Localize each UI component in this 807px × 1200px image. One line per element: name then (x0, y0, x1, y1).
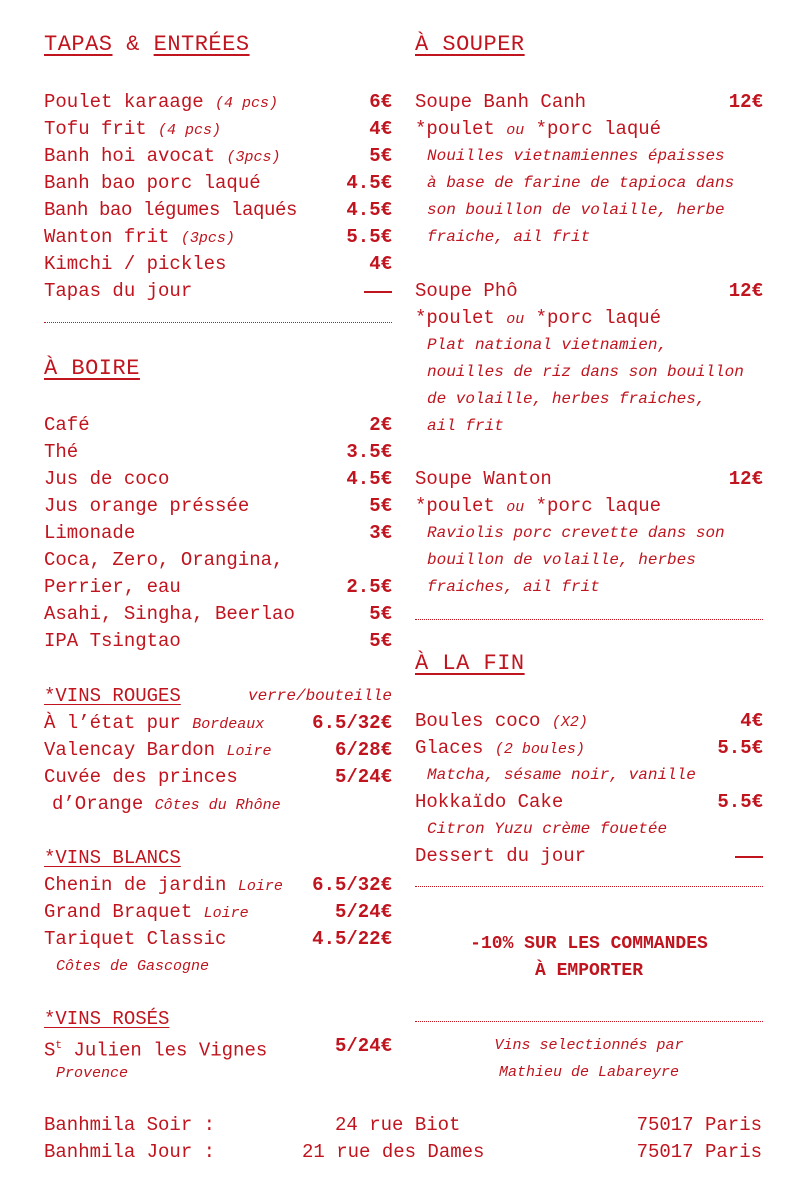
menu-item: Coca, Zero, Orangina, (44, 549, 284, 571)
menu-item: Cuvée des princes 5/24€ (44, 766, 392, 788)
menu-item: Jus de coco 4.5€ (44, 468, 392, 490)
dotted-divider (415, 886, 763, 887)
menu-item: Soupe Banh Canh 12€ (415, 91, 763, 113)
menu-item: Banh hoi avocat (3pcs) 5€ (44, 145, 392, 167)
menu-item-options: *poulet ou *porc laque (415, 495, 662, 517)
menu-item: IPA Tsingtao 5€ (44, 630, 392, 652)
item-description: Plat national vietnamien, (427, 336, 668, 354)
wine-credit: Vins selectionnés par (494, 1037, 684, 1054)
menu-item: Dessert du jour (415, 843, 763, 870)
section-title-vins-roses: *VINS ROSÉS (44, 1008, 170, 1030)
dotted-divider (415, 619, 763, 620)
menu-item: À l’état pur Bordeaux 6.5/32€ (44, 712, 392, 734)
item-description: Raviolis porc crevette dans son (427, 524, 725, 542)
item-description: de volaille, herbes fraiches, (427, 390, 706, 408)
menu-item: Tofu frit (4 pcs) 4€ (44, 118, 392, 140)
dash-icon (735, 856, 763, 858)
section-title-fin: À LA FIN (415, 651, 525, 676)
promo-line: À EMPORTER (534, 961, 644, 981)
wine-credit: Mathieu de Labareyre (498, 1064, 680, 1081)
menu-item: Boules coco (X2) 4€ (415, 710, 763, 732)
menu-item: Café 2€ (44, 414, 392, 436)
item-description: Citron Yuzu crème fouetée (427, 820, 668, 838)
item-description: Nouilles vietnamiennes épaisses (427, 147, 725, 165)
section-title-boire: À BOIRE (44, 356, 140, 381)
menu-item: Kimchi / pickles 4€ (44, 253, 392, 275)
menu-item: Chenin de jardin Loire 6.5/32€ (44, 874, 392, 896)
menu-item-options: *poulet ou *porc laqué (415, 118, 662, 140)
item-description: nouilles de riz dans son bouillon (427, 363, 744, 381)
menu-item: Asahi, Singha, Beerlao 5€ (44, 603, 392, 625)
menu-item: Glaces (2 boules) 5.5€ (415, 737, 763, 759)
menu-item: Tariquet Classic 4.5/22€ (44, 928, 392, 950)
menu-item: Tapas du jour (44, 278, 392, 305)
menu-item: Banh bao porc laqué 4.5€ (44, 172, 392, 194)
item-description: ail frit (427, 417, 504, 435)
item-description: fraiches, ail frit (427, 578, 600, 596)
section-title-souper: À SOUPER (415, 32, 525, 57)
section-title-vins-blancs: *VINS BLANCS (44, 847, 181, 869)
menu-item: Soupe Phô 12€ (415, 280, 763, 302)
menu-item: d’Orange Côtes du Rhône (52, 793, 281, 815)
item-description: son bouillon de volaille, herbe (427, 201, 725, 219)
menu-item: Provence (56, 1065, 129, 1082)
footer-address: Banhmila Jour : 21 rue des Dames 75017 Paris (44, 1141, 762, 1163)
menu-item: Jus orange préssée 5€ (44, 495, 392, 517)
menu-item: Soupe Wanton 12€ (415, 468, 763, 490)
menu-item-options: *poulet ou *porc laqué (415, 307, 662, 329)
menu-item: Banh bao légumes laqués 4.5€ (44, 199, 392, 221)
menu-item: Valencay Bardon Loire 6/28€ (44, 739, 392, 761)
item-description: fraiche, ail frit (427, 228, 591, 246)
section-title-vins-rouges: *VINS ROUGES verre/bouteille (44, 685, 392, 707)
menu-item: Limonade 3€ (44, 522, 392, 544)
menu-item: Wanton frit (3pcs) 5.5€ (44, 226, 392, 248)
item-description: Matcha, sésame noir, vanille (427, 766, 696, 784)
menu-item: Poulet karaage (4 pcs) 6€ (44, 91, 392, 113)
menu-item: Côtes de Gascogne (56, 958, 210, 975)
promo-line: -10% SUR LES COMMANDES (470, 934, 708, 954)
menu-item: Grand Braquet Loire 5/24€ (44, 901, 392, 923)
menu-item: Hokkaïdo Cake 5.5€ (415, 791, 763, 813)
menu-item: $S^t$ Julien les Vignes 5/24€ (44, 1035, 392, 1062)
footer-address: Banhmila Soir : 24 rue Biot 75017 Paris (44, 1114, 762, 1136)
dash-icon (364, 291, 392, 293)
menu-item: Thé 3.5€ (44, 441, 392, 463)
dotted-divider (415, 1021, 763, 1022)
item-description: bouillon de volaille, herbes (427, 551, 696, 569)
item-description: à base de farine de tapioca dans (427, 174, 735, 192)
menu-item: Perrier, eau 2.5€ (44, 576, 392, 598)
section-title-tapas: TAPAS & ENTRÉES (44, 32, 250, 57)
dotted-divider (44, 322, 392, 323)
